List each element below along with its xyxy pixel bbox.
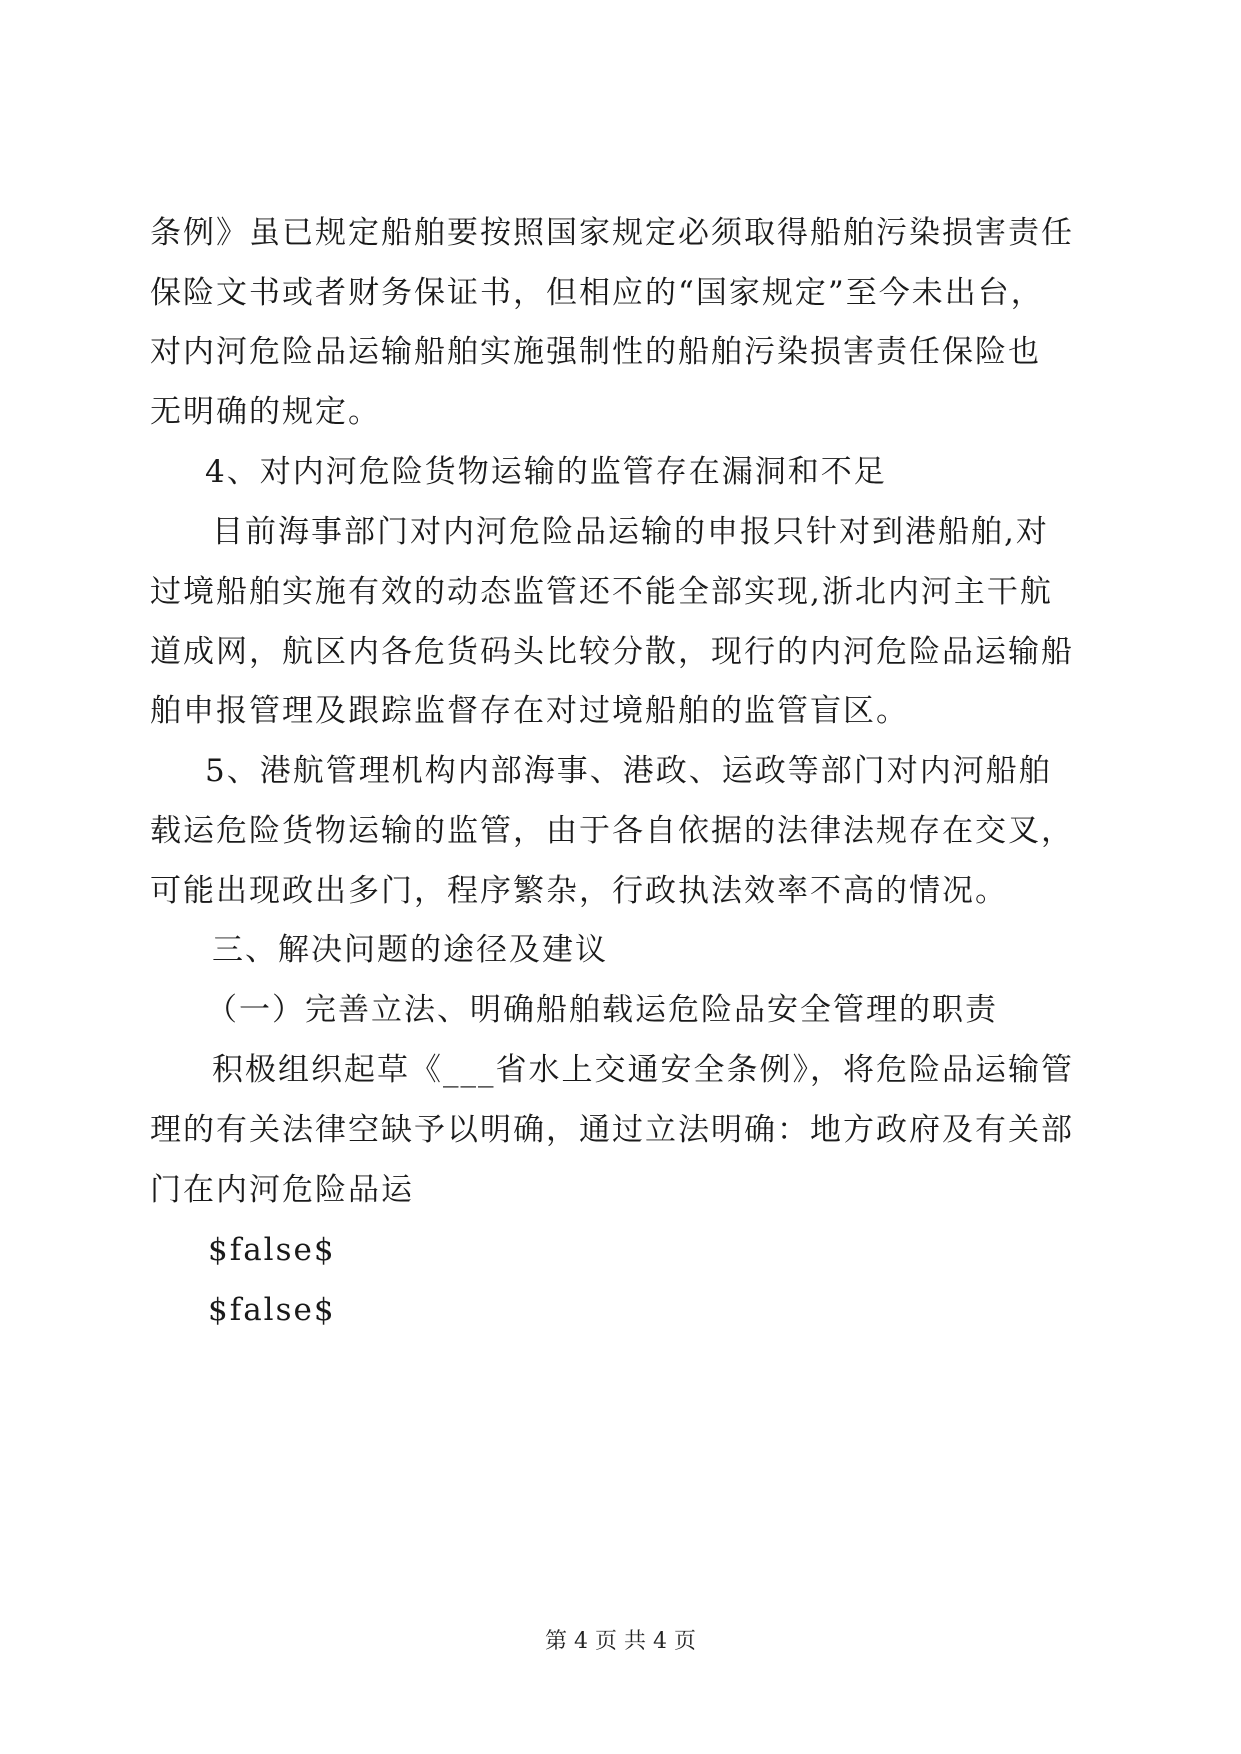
text-line-8: 道成网，航区内各危货码头比较分散，现行的内河危险品运输船 xyxy=(150,634,1074,670)
text-line-6: 目前海事部门对内河危险品运输的申报只针对到港船舶,对 xyxy=(212,514,1049,550)
text-line-17: 门在内河危险品运 xyxy=(150,1172,414,1208)
text-line-1: 条例》虽已规定船舶要按照国家规定必须取得船舶污染损害责任 xyxy=(150,215,1074,251)
text-line-3: 对内河危险品运输船舶实施强制性的船舶污染损害责任保险也 xyxy=(150,334,1041,370)
text-line-9: 舶申报管理及跟踪监督存在对过境船舶的监管盲区。 xyxy=(150,693,909,729)
section-heading-3: 三、解决问题的途径及建议 xyxy=(212,932,608,968)
text-line-11: 载运危险货物运输的监管，由于各自依据的法律法规存在交叉， xyxy=(150,813,1074,849)
text-line-15: 积极组织起草《___省水上交通安全条例》，将危险品运输管 xyxy=(212,1052,1074,1088)
text-line-4: 无明确的规定。 xyxy=(150,394,381,430)
text-line-7: 过境船舶实施有效的动态监管还不能全部实现,浙北内河主干航 xyxy=(150,574,1053,610)
text-line-10: 5、港航管理机构内部海事、港政、运政等部门对内河船舶 xyxy=(205,753,1052,789)
placeholder-line-1: $false$ xyxy=(208,1232,336,1268)
page-footer: 第 4 页 共 4 页 xyxy=(545,1629,696,1654)
placeholder-line-2: $false$ xyxy=(208,1292,336,1328)
text-line-2: 保险文书或者财务保证书，但相应的“国家规定”至今未出台， xyxy=(150,275,1044,311)
text-line-12: 可能出现政出多门，程序繁杂，行政执法效率不高的情况。 xyxy=(150,873,1008,909)
section-heading-4: 4、对内河危险货物运输的监管存在漏洞和不足 xyxy=(205,454,887,490)
subsection-heading-1: （一）完善立法、明确船舶载运危险品安全管理的职责 xyxy=(206,992,998,1028)
text-line-16: 理的有关法律空缺予以明确，通过立法明确：地方政府及有关部 xyxy=(150,1112,1074,1148)
